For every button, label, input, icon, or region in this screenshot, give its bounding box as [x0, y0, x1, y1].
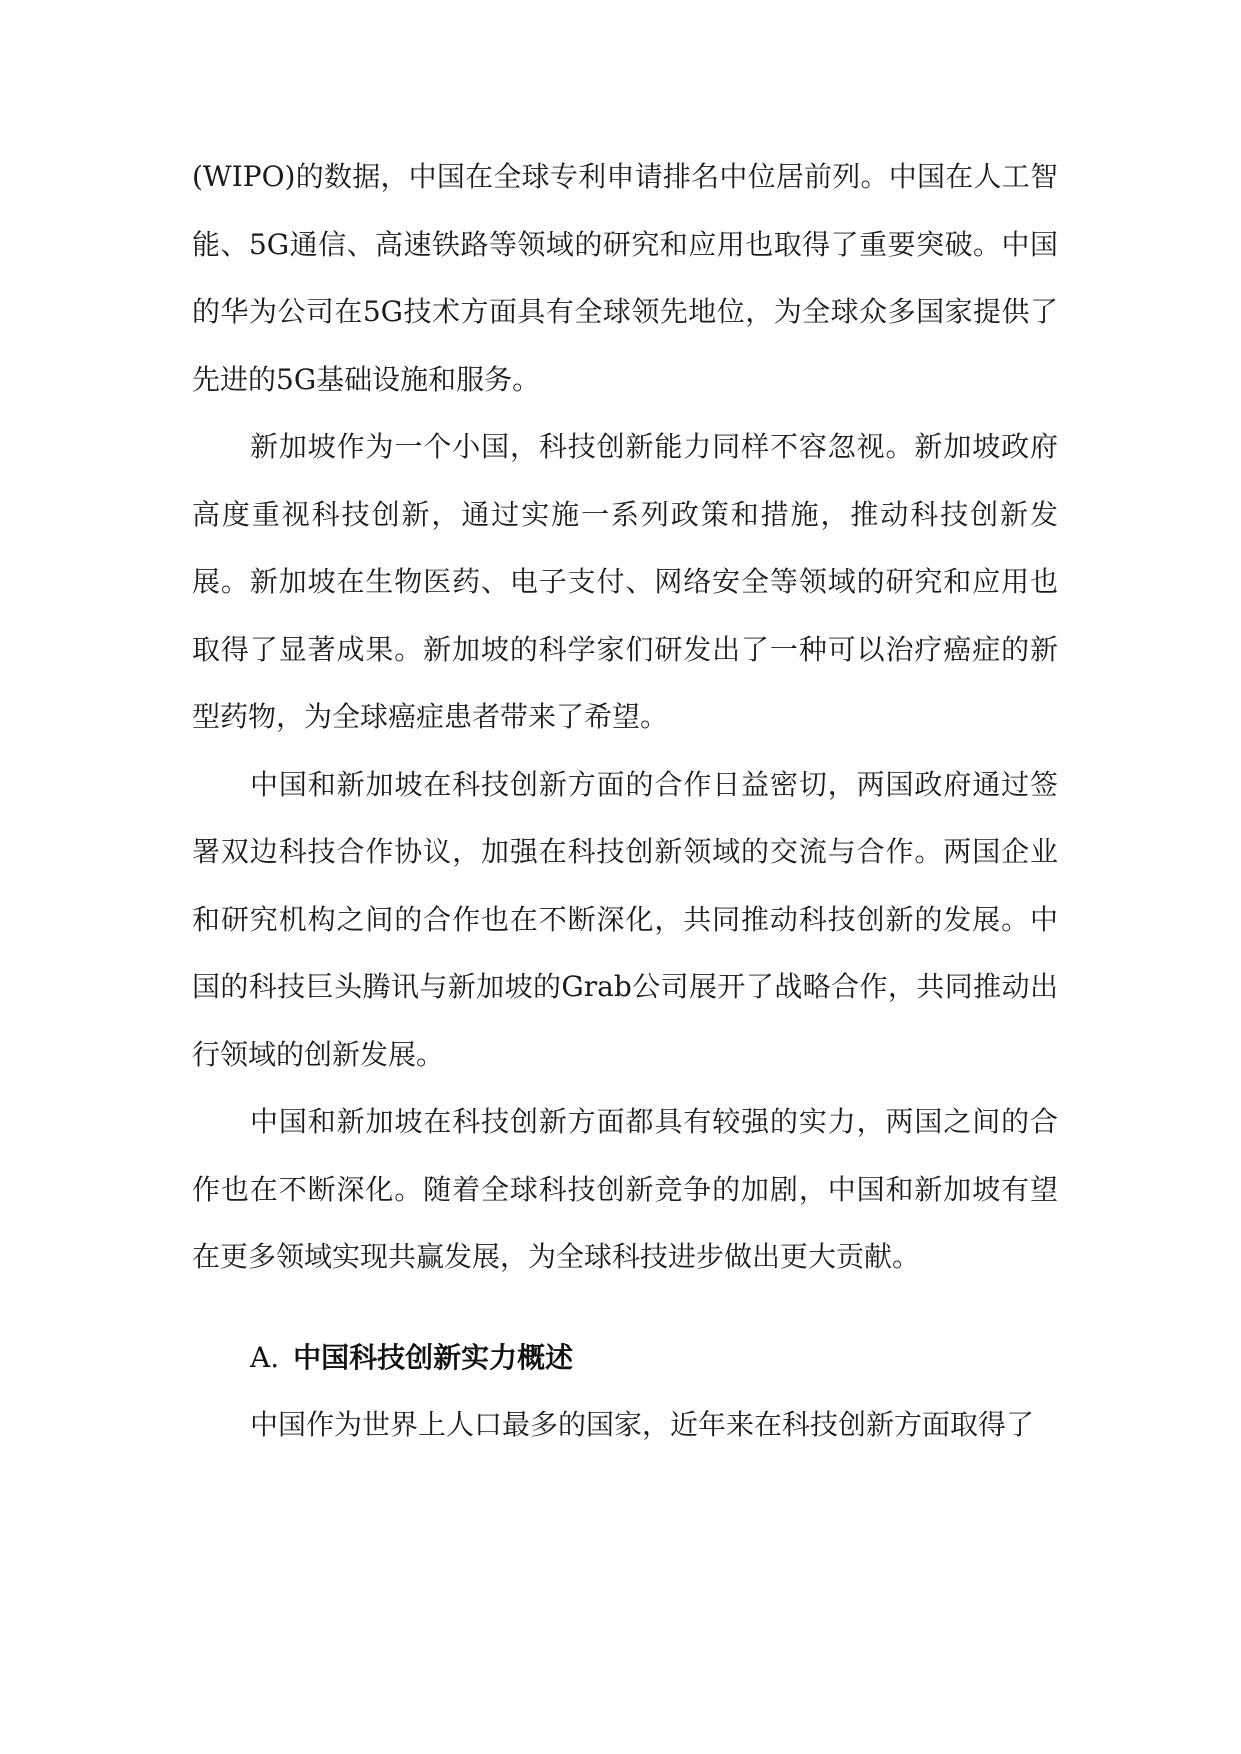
section-heading [192, 1291, 1058, 1392]
paragraph-cooperation: 中国和新加坡在科技创新方面的合作日益密切，两国政府通过签署双边科技合作协议，加强在科技创新领域的交流与合作。两国企业和研究机构之间的合作也在不断深化，共同推动科技创新的发展。中国的科技巨头腾讯与新加坡的Grab公司展开了战略合作，共同推动出行领域的创新发展。 [192, 767, 1058, 1071]
paragraph-singapore: 新加坡作为一个小国，科技创新能力同样不容忽视。新加坡政府高度重视科技创新，通过实施一系列政策和措施，推动科技创新发展。新加坡在生物医药、电子支付、网络安全等领域的研究和应用也取得了显著成果。新加坡的科学家们研发出了一种可以治疗癌症的新型药物，为全球癌症患者带来了希望。 [192, 430, 1058, 733]
section-marker: A. [250, 1340, 280, 1374]
document-body [192, 143, 1058, 1459]
paragraph-summary: 中国和新加坡在科技创新方面都具有较强的实力，两国之间的合作也在不断深化。随着全球科技创新竞争的加剧，中国和新加坡有望在更多领域实现共赢发展，为全球科技进步做出更大贡献。 [192, 1105, 1058, 1273]
paragraph-china-overview: 中国作为世界上人口最多的国家，近年来在科技创新方面取得了 [250, 1408, 1035, 1441]
section-title: 中国科技创新实力概述 [293, 1340, 574, 1374]
paragraph-continued: (WIPO)的数据，中国在全球专利申请排名中位居前列。中国在人工智能、5G通信、高速铁路等领域的研究和应用也取得了重要突破。中国的华为公司在5G技术方面具有全球领先地位，为全球众多国家提供了先进的5G基础设施和服务。 [192, 160, 1058, 396]
